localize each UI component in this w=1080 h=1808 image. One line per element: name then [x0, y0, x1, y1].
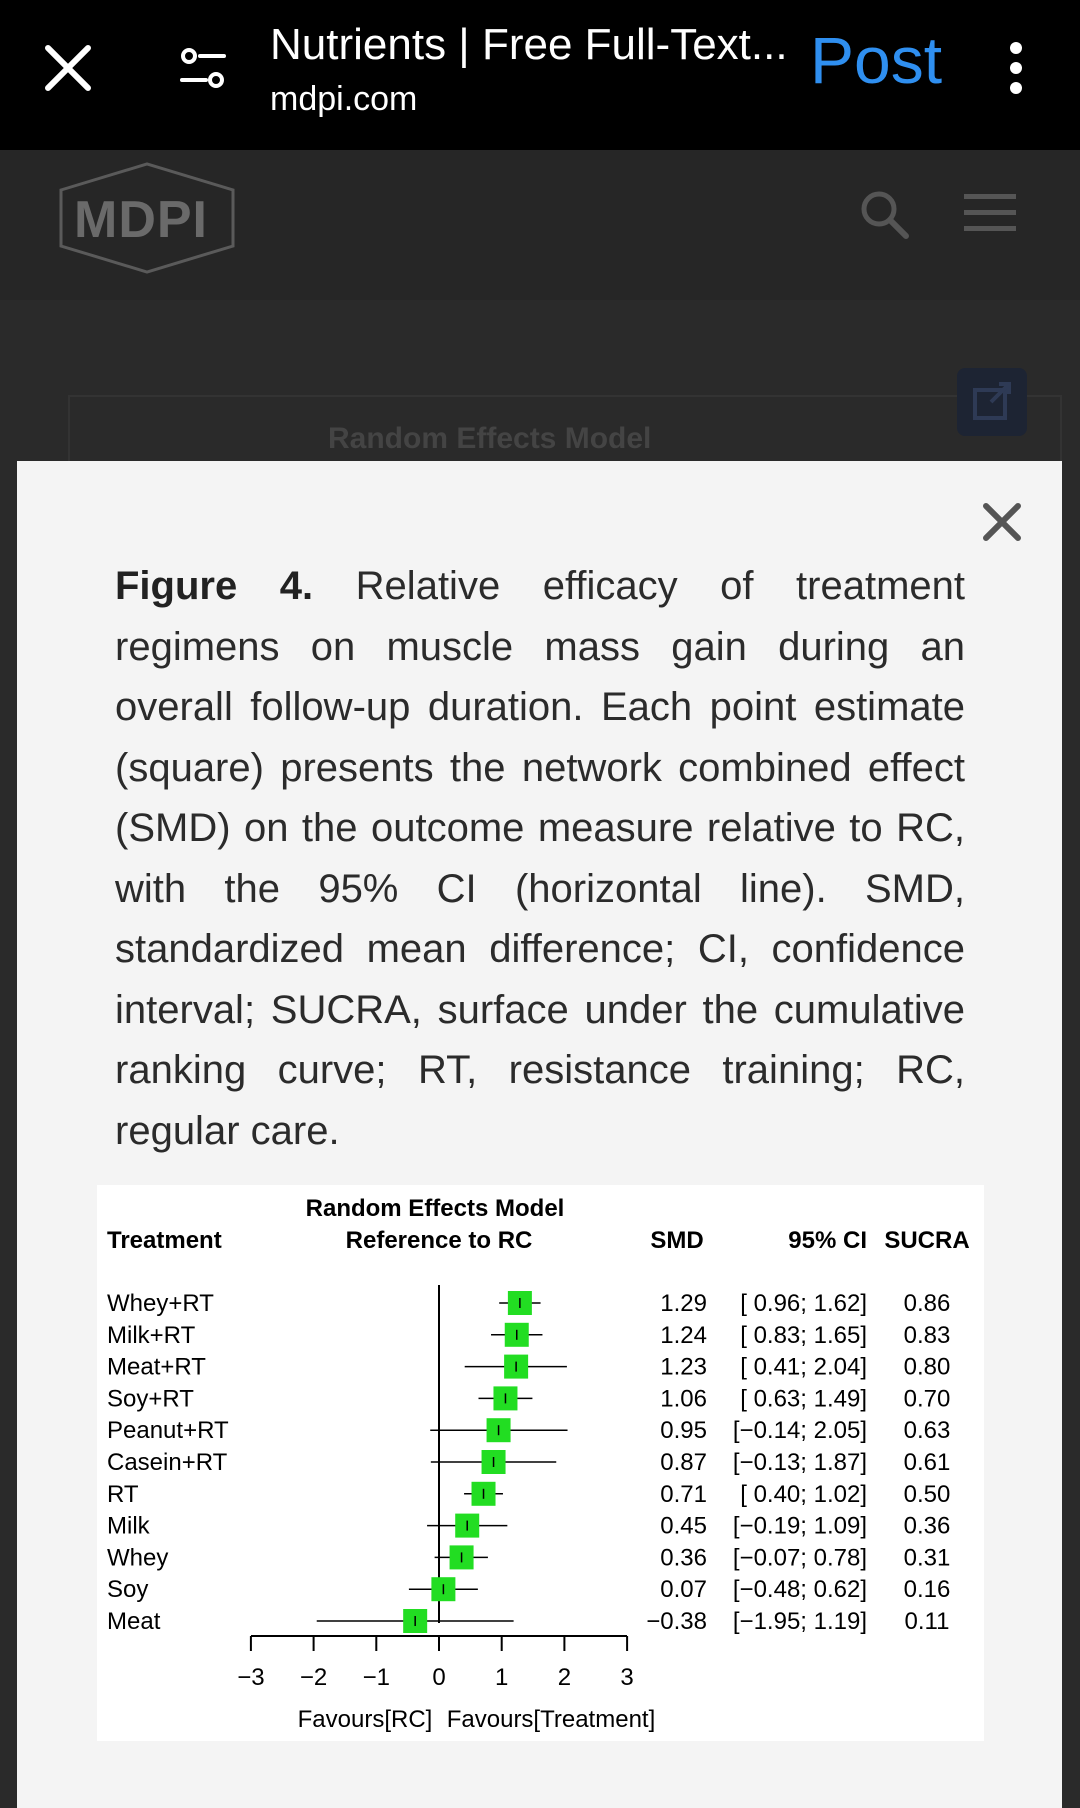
search-icon[interactable]	[858, 188, 910, 240]
ci-value: [−0.07; 0.78]	[732, 1544, 867, 1572]
x-tick-label: −1	[362, 1664, 390, 1691]
treatment-label: Meat	[107, 1608, 161, 1635]
sucra-value: 0.50	[903, 1480, 951, 1508]
page-url: mdpi.com	[270, 80, 418, 118]
smd-value: 0.07	[660, 1576, 707, 1604]
smd-value: 0.87	[660, 1449, 707, 1476]
sucra-value: 0.63	[903, 1417, 951, 1445]
treatment-label: Casein+RT	[107, 1449, 228, 1476]
smd-value: 1.06	[660, 1385, 707, 1413]
sucra-value: 0.80	[903, 1353, 951, 1381]
menu-icon[interactable]	[962, 192, 1018, 232]
background-heading: Random Effects Model	[328, 422, 652, 455]
smd-value: 1.24	[660, 1321, 707, 1349]
smd-value: 1.23	[660, 1353, 707, 1381]
ci-value: [−0.13; 1.87]	[732, 1449, 867, 1476]
treatment-label: Milk+RT	[107, 1321, 196, 1349]
chart-title-line2: Reference to RC	[345, 1227, 533, 1254]
sucra-value: 0.86	[903, 1290, 951, 1317]
sucra-value: 0.83	[903, 1321, 951, 1349]
x-tick-label: −3	[237, 1664, 265, 1691]
sucra-value: 0.61	[903, 1449, 951, 1476]
treatment-label: Soy+RT	[107, 1385, 194, 1413]
ci-value: [−0.19; 1.09]	[732, 1512, 867, 1540]
ci-value: [ 0.41; 2.04]	[740, 1353, 867, 1381]
x-label-left: Favours[RC]	[297, 1706, 433, 1733]
site-settings-icon[interactable]	[178, 44, 228, 94]
ci-value: [−1.95; 1.19]	[732, 1608, 867, 1635]
smd-value: 1.29	[660, 1290, 707, 1317]
header-ci: 95% CI	[788, 1227, 867, 1254]
treatment-label: Soy	[107, 1576, 149, 1604]
sucra-value: 0.11	[904, 1608, 950, 1635]
smd-value: 0.71	[660, 1480, 707, 1508]
treatment-label: Whey	[107, 1544, 169, 1572]
x-tick-label: −2	[299, 1664, 328, 1691]
header-smd: SMD	[650, 1227, 704, 1254]
forest-plot-svg	[97, 1185, 984, 1741]
ci-value: [ 0.83; 1.65]	[740, 1321, 867, 1349]
smd-value: 0.45	[660, 1512, 707, 1540]
ci-value: [ 0.40; 1.02]	[740, 1480, 867, 1508]
sucra-value: 0.36	[903, 1512, 951, 1540]
caption-text: Relative efficacy of treatment regimens on muscle mass gain during an overall follow-up duration. Each point estimate (square) presents the network combined effect (SMD) on the outcome measure relative to RC, with the 95% CI (horizontal line). SMD, standardized mean difference; CI, confidence interval; SUCRA, surface under the cumulative ranking curve; RT, resistance training; RC, regular care.	[115, 564, 965, 1153]
browser-toolbar	[0, 0, 1080, 150]
caption-label: Figure 4.	[115, 564, 314, 608]
smd-value: 0.95	[660, 1417, 707, 1445]
sucra-value: 0.31	[903, 1544, 951, 1572]
treatment-label: Meat+RT	[107, 1353, 206, 1381]
smd-value: −0.38	[646, 1608, 707, 1635]
logo-text: MDPI	[74, 191, 208, 249]
share-icon[interactable]	[957, 368, 1027, 436]
ci-value: [ 0.63; 1.49]	[740, 1385, 867, 1413]
ci-value: [−0.48; 0.62]	[732, 1576, 867, 1604]
x-tick-label: 3	[620, 1664, 634, 1691]
header-sucra: SUCRA	[884, 1227, 970, 1254]
page-edge	[1062, 461, 1080, 1808]
x-tick-label: 0	[432, 1664, 446, 1691]
treatment-label: RT	[107, 1480, 139, 1508]
forest-plot	[97, 1185, 984, 1741]
close-icon[interactable]	[40, 40, 96, 96]
close-icon[interactable]	[980, 500, 1024, 544]
header-treatment: Treatment	[107, 1227, 222, 1254]
post-button[interactable]: Post	[810, 23, 943, 97]
sucra-value: 0.70	[903, 1385, 951, 1413]
x-label-right: Favours[Treatment]	[446, 1706, 656, 1733]
treatment-label: Peanut+RT	[107, 1417, 229, 1445]
x-tick-label: 2	[557, 1664, 572, 1691]
page-title: Nutrients | Free Full-Text...	[270, 20, 788, 69]
chart-title-line1: Random Effects Model	[305, 1195, 565, 1222]
x-tick-label: 1	[495, 1664, 509, 1691]
figure-caption	[115, 556, 965, 1161]
ci-value: [ 0.96; 1.62]	[740, 1290, 867, 1317]
ci-value: [−0.14; 2.05]	[732, 1417, 867, 1445]
treatment-label: Whey+RT	[107, 1290, 214, 1317]
smd-value: 0.36	[660, 1544, 707, 1572]
treatment-label: Milk	[107, 1512, 150, 1540]
sucra-value: 0.16	[903, 1576, 951, 1604]
more-vert-icon[interactable]	[1003, 42, 1029, 98]
